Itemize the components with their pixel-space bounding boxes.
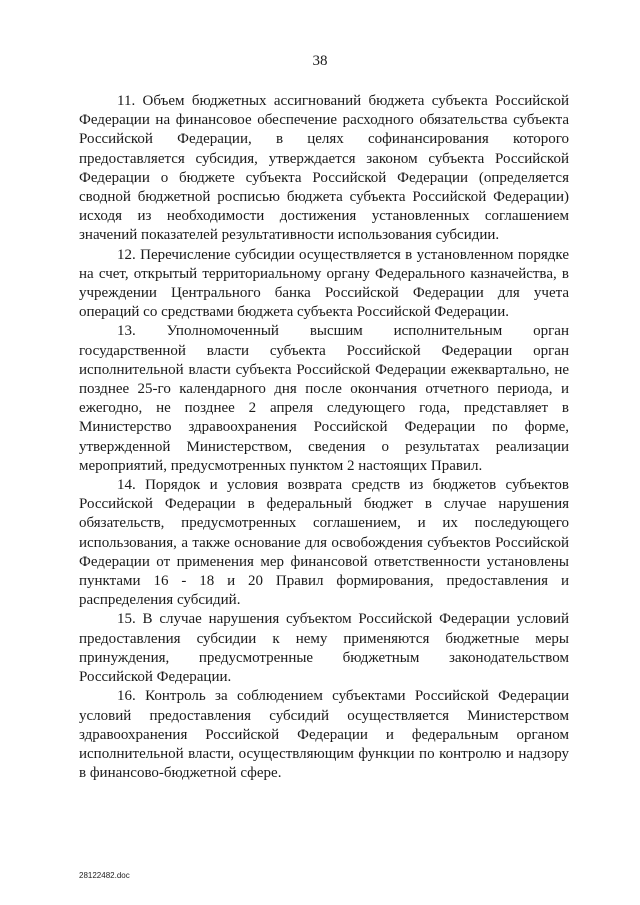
paragraph-11: 11. Объем бюджетных ассигнований бюджета субъекта Российской Федерации на финансовое обеспечение расходного обязательства субъекта Российской Федерации, в целях софинансирования которого предоставляется субсидия, утверждается законом субъекта Российской Федерации о бюджете субъекта Российской Федерации (определяется сводной бюджетной росписью бюджета субъекта Российской Федерации) исходя из необходимости достижения установленных соглашением значений показателей результативности использования субсидии. xyxy=(79,93,569,244)
page-number: 38 xyxy=(312,53,328,69)
footer-document-filename: 28122482.doc xyxy=(79,871,130,880)
paragraph-12: 12. Перечисление субсидии осуществляется в установленном порядке на счет, открытый территориальному органу Федерального казначейства, в учреждении Центрального банка Российской Федерации для учета операций со средствами бюджета субъекта Российской Федерации. xyxy=(79,246,569,321)
paragraph-13: 13. Уполномоченный высшим исполнительным орган государственной власти субъекта Российской Федерации орган исполнительной власти субъекта Российской Федерации ежеквартально, не позднее 25-го календарного дня после окончания отчетного периода, и ежегодно, не позднее 2 апреля следующего года, представляет в Министерство здравоохранения Российской Федерации по форме, утвержденной Министерством, сведения о результатах реализации мероприятий, предусмотренных пунктом 2 настоящих Правил. xyxy=(79,323,569,474)
paragraph-14: 14. Порядок и условия возврата средств из бюджетов субъектов Российской Федерации в федеральный бюджет в случае нарушения обязательств, предусмотренных соглашением, и их последующего использования, а также основание для освобождения субъектов Российской Федерации от применения мер финансовой ответственности установлены пунктами 16 - 18 и 20 Правил формирования, предоставления и распределения субсидий. xyxy=(79,477,569,609)
document-body xyxy=(79,92,569,783)
paragraph-15: 15. В случае нарушения субъектом Российской Федерации условий предоставления субсидии к нему применяются бюджетные меры принуждения, предусмотренные бюджетным законодательством Российской Федерации. xyxy=(79,611,569,686)
paragraph-16: 16. Контроль за соблюдением субъектами Российской Федерации условий предоставления субсидий осуществляется Министерством здравоохранения Российской Федерации и федеральным органом исполнительной власти, осуществляющим функции по контролю и надзору в финансово-бюджетной сфере. xyxy=(79,688,569,782)
